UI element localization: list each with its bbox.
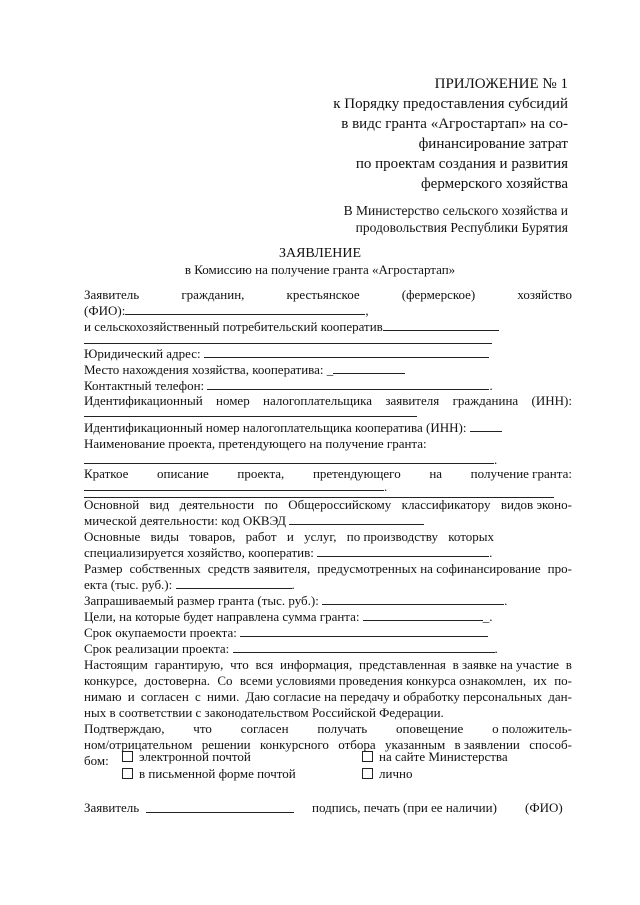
project-name-line-row: . [84, 452, 572, 468]
own-funds-row: Размер собственных средств заявителя, предусмотренных на софинансирование про- [84, 561, 572, 576]
signature-label: Заявитель [84, 800, 140, 815]
coop-continuation-line[interactable] [84, 343, 492, 344]
term-row: Срок реализации проекта: . [84, 641, 498, 656]
fio-label: (ФИО): [84, 303, 126, 318]
address-field[interactable] [204, 346, 489, 358]
products-field[interactable] [317, 545, 489, 557]
option-email[interactable]: электронной почтой [122, 749, 251, 765]
guarantee-line: ных в соответствии с законодательством Российской Федерации. [84, 705, 444, 720]
payback-field[interactable] [240, 625, 488, 637]
signature-field[interactable] [146, 812, 294, 813]
term-field[interactable] [233, 641, 495, 653]
checkbox-icon[interactable] [362, 768, 373, 779]
checkbox-icon[interactable] [122, 768, 133, 779]
term-label: Срок реализации проекта: [84, 641, 230, 656]
notify-line: бом: [84, 753, 109, 768]
grant-size-field[interactable] [322, 593, 504, 605]
appendix-line: финансирование затрат [418, 136, 568, 152]
coop-inn-field[interactable] [470, 420, 502, 432]
phone-field[interactable] [207, 378, 489, 390]
location-row: Место нахождения хозяйства, кооператива: _ [84, 362, 572, 378]
ministry-line: продовольствия Республики Бурятия [355, 220, 568, 235]
notify-line: Подтверждаю, что согласен получать оповещение о положитель- [84, 721, 572, 736]
location-label: Место нахождения хозяйства, кооператива: [84, 362, 324, 377]
address-label: Юридический адрес: [84, 346, 201, 361]
coop-inn-row [84, 420, 572, 436]
purpose-label: Цели, на которые будет направлена сумма гранта: [84, 609, 360, 624]
page-subtitle: в Комиссию на получение гранта «Агростартап» [184, 262, 456, 277]
purpose-field[interactable] [363, 609, 483, 621]
location-field[interactable] [333, 362, 405, 374]
project-name-field[interactable] [84, 452, 494, 464]
phone-row: Контактный телефон: . [84, 378, 493, 393]
guarantee-line: конкурсе, достоверна. Со всеми условиями проведения конкурса ознакомлен, их по- [84, 673, 572, 688]
coop-field[interactable] [383, 319, 499, 331]
coop-row [84, 319, 572, 335]
checkbox-icon[interactable] [362, 751, 373, 762]
description-field[interactable] [84, 479, 384, 491]
option-site[interactable]: на сайте Министерства [362, 749, 508, 765]
appendix-line: к Порядку предоставления субсидий [333, 96, 568, 112]
appendix-line: ПРИЛОЖЕНИЕ № 1 [434, 76, 568, 92]
checkbox-icon[interactable] [122, 751, 133, 762]
payback-row [84, 625, 572, 641]
ministry-line: В Министерство сельского хозяйства и [343, 203, 568, 218]
inn-field[interactable] [84, 416, 417, 417]
grant-size-label: Запрашиваемый размер гранта (тыс. руб.): [84, 593, 319, 608]
applicant-row: Заявитель гражданин, крестьянское (фермерское) хозяйство [84, 287, 572, 302]
option-personal[interactable]: лично [362, 766, 412, 782]
coop-label: и сельскохозяйственный потребительский кооператив [84, 319, 383, 334]
project-name-row [84, 436, 572, 452]
payback-label: Срок окупаемости проекта: [84, 625, 237, 640]
appendix-line: фермерского хозяйства [420, 176, 568, 192]
phone-label: Контактный телефон: [84, 378, 205, 393]
appendix-line: в видс гранта «Агростартап» на со- [341, 116, 568, 132]
page-title: ЗАЯВЛЕНИЕ [278, 246, 362, 261]
okved-label: мической деятельности: код ОКВЭД [84, 513, 286, 528]
address-row [84, 346, 572, 362]
own-funds-amount-row: екта (тыс. руб.): . [84, 577, 295, 592]
option-mail[interactable]: в письменной форме почтой [122, 766, 296, 782]
project-name-label: Наименование проекта, претендующего на получение гранта: [84, 436, 427, 451]
signature-fio: (ФИО) [525, 800, 563, 815]
description-row: Краткое описание проекта, претендующего на получение гранта: [84, 466, 572, 481]
guarantee-line: Настоящим гарантирую, что вся информация, представленная в заявке на участие в [84, 657, 572, 672]
own-funds-label: екта (тыс. руб.): [84, 577, 173, 592]
appendix-line: по проектам создания и развития [355, 156, 568, 172]
okved-row: Основной вид деятельности по Общероссийскому классификатору видов эконо- [84, 497, 572, 512]
fio-row: (ФИО): , [84, 303, 369, 318]
grant-size-row: Запрашиваемый размер гранта (тыс. руб.): . [84, 593, 508, 608]
notify-line: ном/отрицательном решении конкурсного отбора указанным в заявлении способ- [84, 737, 572, 752]
products-specialization-row: специализируется хозяйство, кооператив: . [84, 545, 493, 560]
description-line-row: . [84, 479, 572, 495]
okved-field[interactable] [289, 513, 424, 525]
coop-inn-label: Идентификационный номер налогоплательщика кооператива (ИНН): [84, 420, 467, 435]
purpose-row: Цели, на которые будет направлена сумма гранта: _. [84, 609, 493, 624]
guarantee-line: нимаю и согласен с ними. Даю согласие на передачу и обработку персональных дан- [84, 689, 572, 704]
products-label: специализируется хозяйство, кооператив: [84, 545, 314, 560]
okved-code-row [84, 513, 572, 529]
fio-field[interactable] [125, 303, 365, 315]
signature-note: подпись, печать (при ее наличии) [312, 800, 497, 815]
own-funds-field[interactable] [176, 577, 292, 589]
products-row: Основные виды товаров, работ и услуг, по производству которых [84, 529, 494, 544]
inn-row: Идентификационный номер налогоплательщика заявителя гражданина (ИНН): [84, 393, 572, 408]
